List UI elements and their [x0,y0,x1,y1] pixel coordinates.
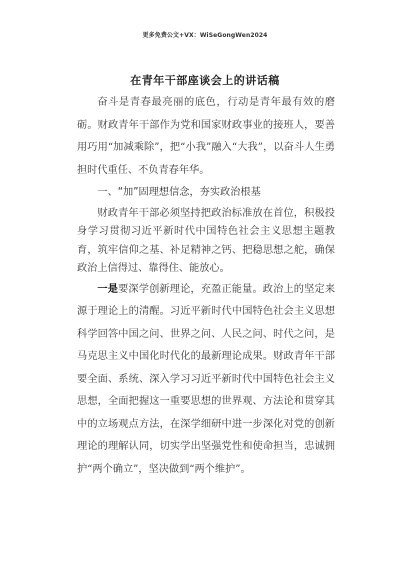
document-title: 在青年干部座谈会上的讲话稿 [130,74,280,87]
section-1-paragraph: 财政青年干部必须坚持把政治标准放在首位，积极投身学习贯彻习近平新时代中国特色社会主义思想主题教育，筑牢信仰之基、补足精神之钙、把稳思想之舵，确保政治上信得过、靠得住、能放心。 [77,207,335,274]
header-note: 更多免费公文+VX：WiSeGongWen2024 [142,32,268,39]
section-1-heading: 一、“加”固理想信念，夯实政治根基 [97,187,261,198]
point-1-text: 要深学创新理论，充盈正能量。政治上的坚定来源于理论上的清醒。习近平新时代中国特色社会主义思想科学回答中国之问、世界之问、人民之问、时代之问，是马克思主义中国化时代化的最新理论成果。财政青年干部要全面、系统、深入学习习近平新时代中国特色社会主义思想，全面把握这一重要思想的世界观、方法论和贯穿其中的立场观点方法，在深学细研中进一步深化对党的创新理论的理解认同，切实学出坚强党性和使命担当，忠诚拥护“两个确立”，坚决做到“两个维护”。 [77,283,336,475]
point-1-paragraph [77,279,335,482]
point-1-lead: 一是 [97,283,119,295]
intro-paragraph: 奋斗是青春最亮丽的底色，行动是青年最有效的磨砺。财政青年干部作为党和国家财政事业的接班人，要善用巧用“加减乘除”，把“小我”融入“大我”，以奋斗人生勇担时代重任、不负青春年华。 [77,97,335,176]
document-body [77,92,335,481]
